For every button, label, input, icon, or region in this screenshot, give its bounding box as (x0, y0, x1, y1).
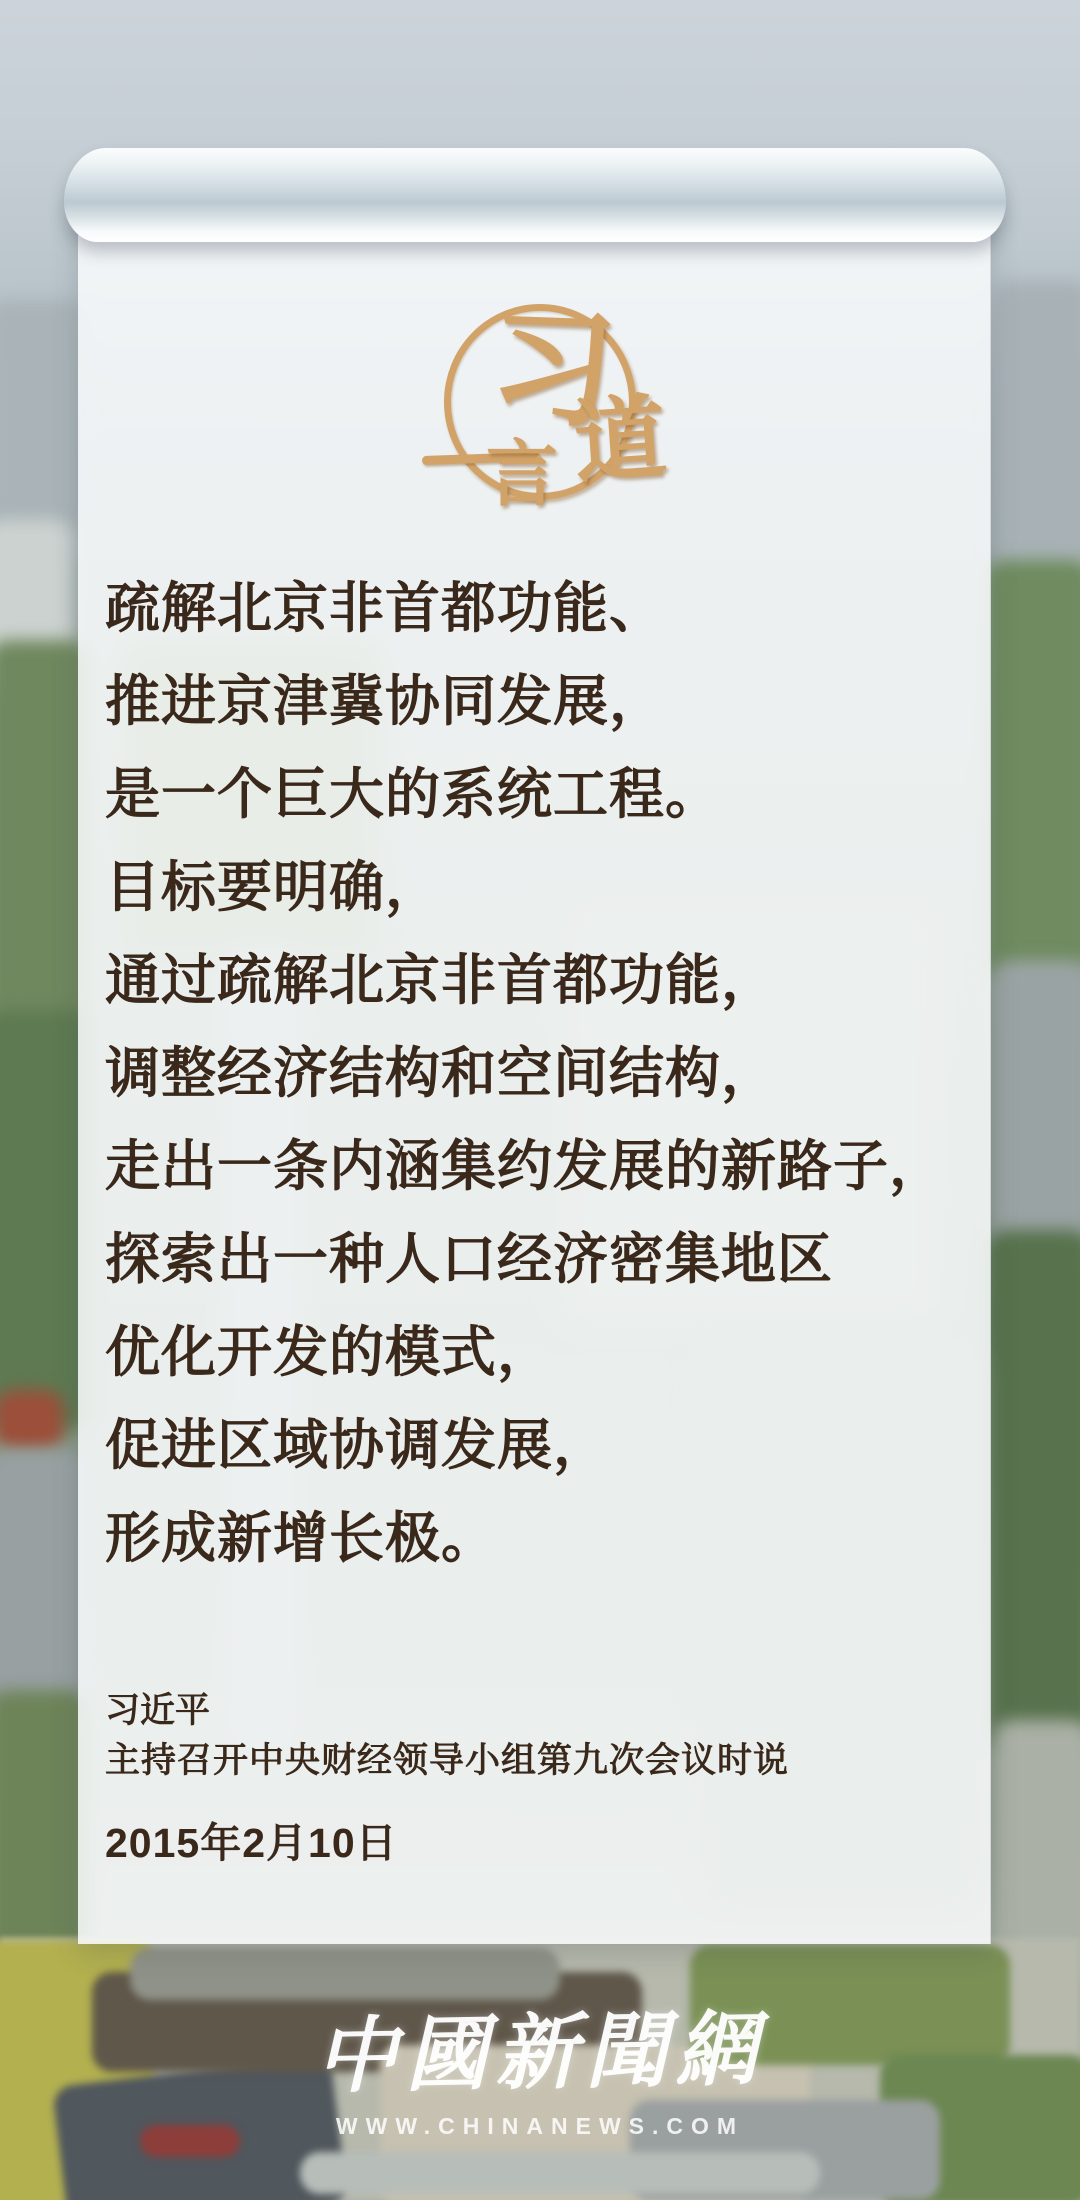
background-road-right (992, 960, 1080, 1260)
background-path-bottom (300, 2152, 820, 2194)
background-trees-left-lower (0, 1690, 88, 1960)
quote-line: 优化开发的模式， (105, 1321, 554, 1383)
quote-line: 走出一条内涵集约发展的新路子， (105, 1135, 946, 1197)
quote-line: 形成新增长极。 (105, 1507, 498, 1569)
logo-char-yan: 言 (486, 431, 559, 516)
quote-line: 推进京津冀协同发展， (105, 670, 666, 732)
quote-date: 2015年2月10日 (105, 1820, 398, 1866)
quote-line: 促进区域协调发展， (105, 1414, 610, 1476)
occasion-text: 主持召开中央财经领导小组第九次会议时说 (105, 1741, 790, 1780)
background-buildings-right (992, 280, 1080, 580)
paper-curl (64, 148, 1006, 242)
background-trees-right-dark (986, 1230, 1080, 1750)
background-red-structure-left (0, 1390, 64, 1450)
quote-line: 是一个巨大的系统工程。 (105, 763, 722, 825)
quote-line: 探索出一种人口经济密集地区 (105, 1228, 834, 1290)
quote-line: 调整经济结构和空间结构， (105, 1042, 778, 1104)
logo-char-xi: 习 (487, 292, 619, 446)
quote-line: 疏解北京非首都功能、 (105, 577, 666, 639)
speaker-name: 习近平 (105, 1691, 211, 1730)
logo-char-dao: 道 (570, 382, 670, 498)
site-url: WWW.CHINANEWS.COM (335, 2113, 745, 2139)
background-trees-left (0, 640, 90, 1040)
quote-line: 目标要明确， (105, 856, 442, 918)
attribution (105, 1686, 789, 1869)
chinanews-watermark (0, 1988, 1080, 2140)
background-trees-left-dark (0, 1010, 90, 1430)
quote-text (105, 562, 965, 1585)
chinanews-logo: 中國新聞網 (314, 2001, 766, 2105)
xiyandao-logo (428, 292, 688, 532)
background-trees-right (986, 560, 1080, 980)
background-road-left (0, 1450, 88, 1710)
quote-line: 通过疏解北京非首都功能， (105, 949, 778, 1011)
